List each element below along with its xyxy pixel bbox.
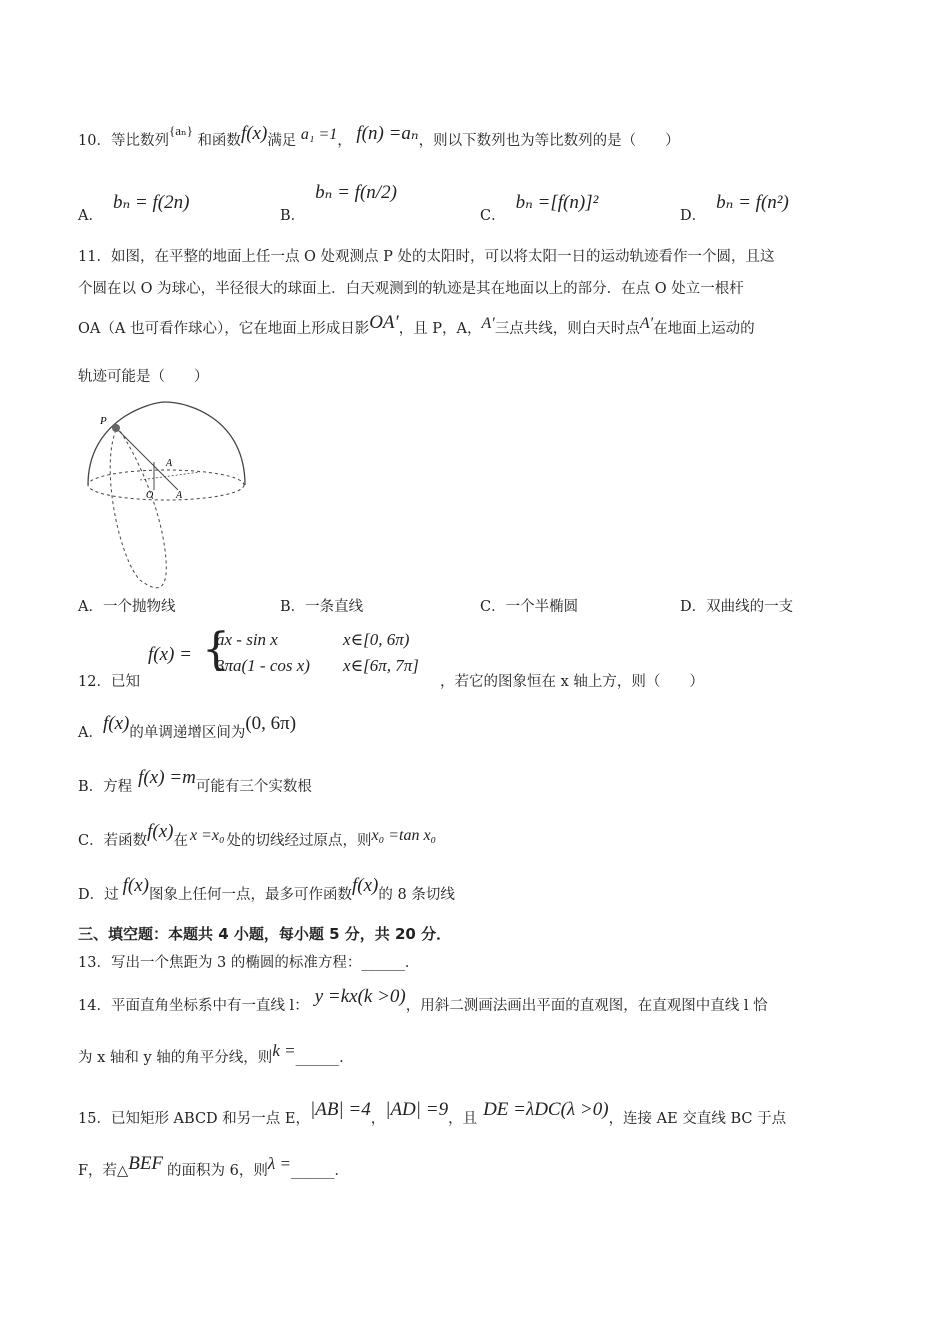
ground-ellipse — [88, 470, 244, 500]
label-a-prime: A — [176, 490, 183, 501]
q10-label: 10．等比数列 — [78, 133, 169, 149]
q11-option-d[interactable]: D．双曲线的一支 — [680, 599, 794, 615]
label-p: P — [100, 415, 107, 427]
q12-rest: ，若它的图象恒在 x 轴上方，则（ ） — [440, 674, 704, 690]
q14-line1: 14．平面直角坐标系中有一直线 l： y =kx(k >0)，用斜二测画法画出平面的直观图，在直观图中直线 l 恰 — [78, 986, 768, 1014]
q12-option-c[interactable]: C．若函数f(x)在 x =x₀ 处的切线经过原点，则x₀ =tan x₀ — [78, 821, 437, 849]
label-a: A — [166, 458, 173, 469]
q12-option-a[interactable]: A．f(x)的单调递增区间为(0, 6π) — [78, 713, 297, 741]
label-o: O — [146, 490, 154, 501]
p-to-a-line — [116, 428, 150, 462]
q14-line2: 为 x 轴和 y 轴的角平分线，则k =______． — [78, 1041, 354, 1066]
q12-option-b[interactable]: B．方程 f(x) =m可能有三个实数根 — [78, 767, 312, 795]
q11-line4: 轨迹可能是（ ） — [78, 369, 209, 385]
hemisphere-figure — [80, 400, 250, 595]
q11-line2: 个圆在以 O 为球心，半径很大的球面上．白天观测到的轨迹是其在地面以上的部分．在点 O 处立一根杆 — [78, 281, 744, 297]
q12-case2: 3πa(1 - cos x) — [216, 656, 310, 675]
q11-option-b[interactable]: B．一条直线 — [280, 599, 364, 615]
q10-comma: ， — [337, 133, 352, 149]
q11-line3: OA（A 也可看作球心），它在地面上形成日影OA′，且 P，A，A′三点共线，则白天时点A′在地面上运动的 — [78, 312, 755, 337]
q10-a1: a₁ =1 — [300, 126, 338, 143]
q10-t1: 和函数 — [197, 133, 241, 149]
q12-dom1: x∈[0, 6π) — [343, 630, 410, 649]
sun-path-ellipse — [110, 428, 166, 588]
sun-point — [112, 424, 120, 432]
q12-dom2: x∈[6π, 7π] — [343, 656, 419, 675]
shadow-path — [140, 472, 200, 480]
q12-case1: ax - sin x — [216, 630, 278, 649]
q10-fn: f(n) =aₙ — [356, 123, 419, 144]
section-3-heading: 三、填空题：本题共 4 小题，每小题 5 分，共 20 分． — [78, 925, 452, 943]
q10-option-b[interactable]: B．bₙ = f(n/2) — [280, 182, 397, 224]
q10-seq: {aₙ} — [168, 123, 193, 138]
q15-line1: 15．已知矩形 ABCD 和另一点 E，|AB| =4，|AD| =9，且 DE =λDC(λ >0)，连接 AE 交直线 BC 于点 — [78, 1099, 787, 1127]
q10-t3: ，则以下数列也为等比数列的是（ ） — [418, 133, 680, 149]
q15-line2: F，若△BEF 的面积为 6，则λ =______． — [78, 1153, 349, 1179]
q11-option-a[interactable]: A．一个抛物线 — [78, 599, 176, 615]
q10-option-a[interactable]: A．bₙ = f(2n) — [78, 192, 190, 224]
q10-stem — [78, 123, 680, 149]
q11-option-c[interactable]: C．一个半椭圆 — [480, 599, 579, 615]
q12-label: 12．已知 — [78, 674, 140, 690]
dome-arc — [88, 402, 245, 485]
q11-line1: 11．如图，在平整的地面上任一点 O 处观测点 P 处的太阳时，可以将太阳一日的运动轨迹看作一个圆，且这 — [78, 249, 775, 265]
q10-t2: 满足 — [267, 133, 297, 149]
q10-option-c[interactable]: C．bₙ =[f(n)]² — [480, 192, 599, 224]
q10-option-d[interactable]: D．bₙ = f(n²) — [680, 192, 789, 224]
q10-fx: f(x) — [240, 123, 268, 144]
q12-fx: f(x) = — [148, 644, 192, 665]
q12-option-d[interactable]: D．过 f(x)图象上任何一点，最多可作函数f(x)的 8 条切线 — [78, 875, 455, 903]
q12-brace: { — [202, 624, 230, 675]
q13: 13．写出一个焦距为 3 的椭圆的标准方程：______． — [78, 955, 420, 971]
